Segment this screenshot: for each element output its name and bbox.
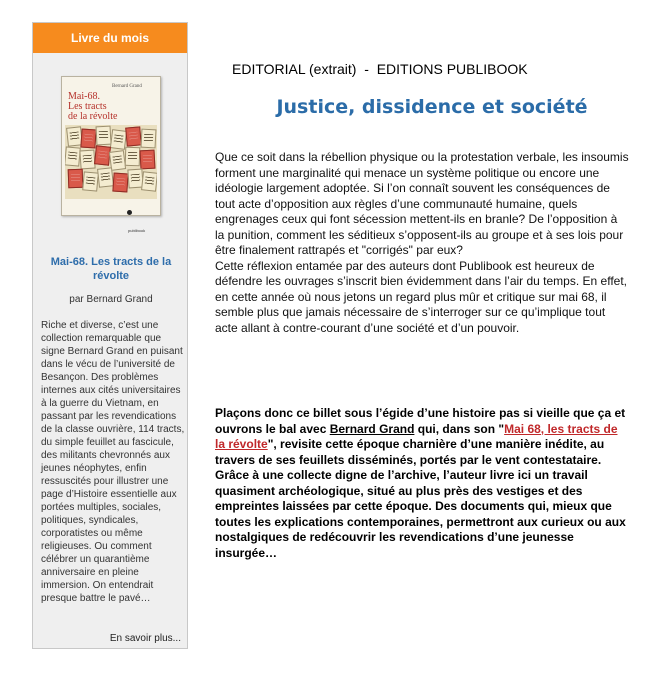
tract-leaflet bbox=[141, 129, 157, 149]
editorial-header: EDITORIAL (extrait) - EDITIONS PUBLIBOOK bbox=[232, 61, 528, 77]
tract-leaflet bbox=[80, 128, 96, 148]
highlight-text: ", revisite cette époque charnière d’une manière inédite, au travers de ses feuillets disséminés, portés par le vent contestataire. Grâce à une collecte digne de l’archive, l’auteur livre ici un travail quasiment archéologique, situé au plus près des vestiges et des empreintes laissées par cette époque. Des documents qui, mieux que toutes les explications contemporaines, permettront aux curieux ou aux nostalgiques de redécouvrir les revendications d’une jeunesse insurgée… bbox=[215, 437, 626, 560]
article-paragraph: Que ce soit dans la rébellion physique ou la protestation verbale, les insoumis forment une marginalité qui menace un système politique ou encore une idéologie largement adoptée. Si l’on connaît souvent les conséquences de tout acte d’opposition aux règles d’une communauté humaine, quels engrenages ceux qui font sécession mettent-ils en branle? De l’opposition à la punition, comment les séditieux s’opposent-ils au groupe et à ses lois pour être finalement rattrapés et "corrigés" par eux? bbox=[215, 150, 629, 257]
tract-leaflet bbox=[141, 171, 157, 191]
cover-title-line: de la révolte bbox=[68, 111, 118, 122]
tract-leaflet bbox=[112, 172, 128, 192]
tract-leaflet bbox=[125, 126, 142, 146]
book-of-month-sidebar bbox=[32, 22, 188, 649]
tract-leaflet bbox=[68, 169, 84, 189]
book-link[interactable]: Mai 68, les tracts de la révolte bbox=[215, 421, 618, 451]
article-body bbox=[215, 150, 629, 336]
read-more-link[interactable]: En savoir plus... bbox=[109, 633, 181, 644]
publisher-logo-icon bbox=[127, 210, 132, 215]
highlight-text: Plaçons donc ce billet sous l’égide d’une histoire pas si vieille que ça et ouvrons le bal avec bbox=[215, 406, 626, 436]
tract-leaflet bbox=[97, 167, 114, 187]
tract-leaflet bbox=[65, 146, 81, 166]
cover-author: Bernard Grand bbox=[112, 84, 142, 89]
cover-title-line: Les tracts bbox=[68, 101, 107, 112]
book-author: par Bernard Grand bbox=[69, 294, 153, 305]
tract-leaflet bbox=[140, 150, 156, 170]
tract-leaflet bbox=[96, 126, 112, 146]
sidebar-header: Livre du mois bbox=[33, 23, 187, 53]
article-highlight-paragraph bbox=[215, 406, 629, 561]
tracts-collage-image bbox=[65, 125, 157, 199]
publisher-logo-text: publibook bbox=[128, 228, 146, 234]
article-title: Justice, dissidence et société bbox=[276, 96, 588, 118]
tract-leaflet bbox=[125, 147, 141, 167]
cover-title bbox=[68, 92, 158, 122]
highlight-text: qui, dans son " bbox=[414, 421, 505, 436]
publisher-logo bbox=[127, 204, 149, 234]
cover-title-line: Mai-68. bbox=[68, 91, 100, 102]
tract-leaflet bbox=[82, 171, 99, 191]
book-title-link[interactable]: Mai-68. Les tracts de la révolte bbox=[50, 256, 172, 282]
tract-leaflet bbox=[79, 149, 95, 169]
article-paragraph: Cette réflexion entamée par des auteurs dont Publibook est heureux de défendre les ouvrages s’inscrit bien évidemment dans l’air du temps. En effet, en cette année où nous jetons un regard plus mûr et critique sur mai 68, il semble plus que jamais nécessaire de s’interroger sur ce qu’implique tout acte allant à contre-courant d’une société et d’un pouvoir. bbox=[215, 258, 627, 335]
book-description: Riche et diverse, c’est une collection remarquable que signe Bernard Grand en puisant dans le vécu de l’université de Besançon. Des problèmes internes aux cités universitaires à la guerre du Vietnam, en passant par les revendications de la classe ouvrière, 114 tracts, du simple feuillet au fascicule, des militants chevronnés aux jeunes néophytes, enfin ressuscités pour illustrer une page d’Histoire essentielle aux portées multiples, sociales, politiques, syndicales, corporatistes ou même religieuses. Ou comment célébrer un quarantième anniversaire en pleine immersion. On entendrait presque battre le pavé… bbox=[41, 320, 185, 604]
book-cover-image[interactable] bbox=[61, 76, 161, 234]
author-link[interactable]: Bernard Grand bbox=[329, 421, 415, 436]
